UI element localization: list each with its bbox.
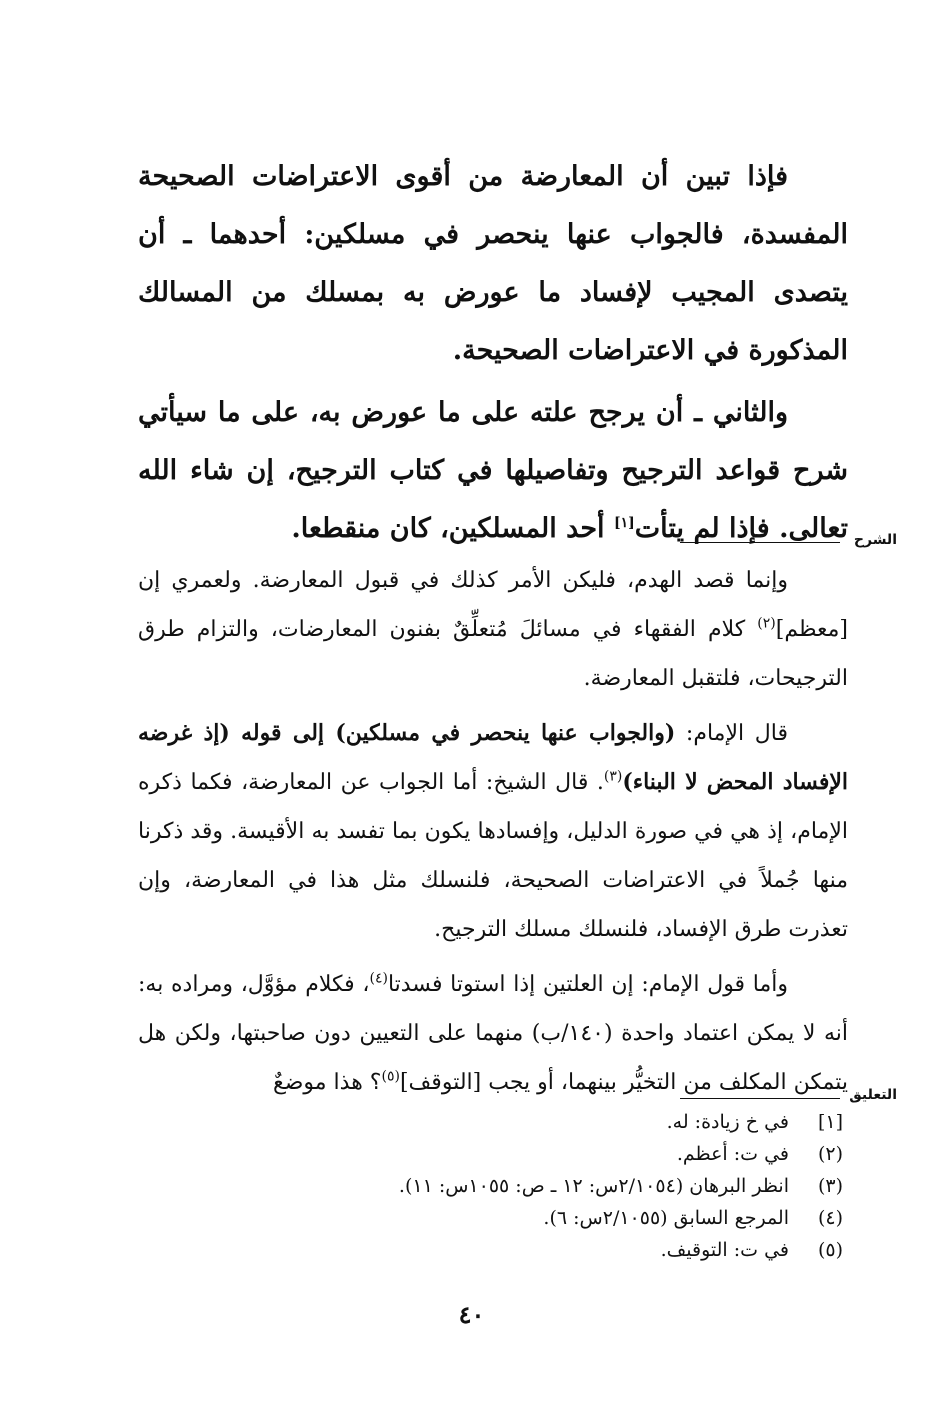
footnote-text: في ت: التوقيف.	[660, 1239, 789, 1261]
commentary-quote-bold: (والجواب عنها ينحصر في مسلكين) إلى قوله (إذ غرضه الإفساد المحض لا البناء)	[138, 720, 848, 795]
commentary-paragraph-1-text-a: وإنما قصد الهدم، فليكن الأمر كذلك في قبول المعارضة. ولعمري إن [معظم]	[138, 568, 848, 642]
main-paragraph-1	[138, 148, 848, 380]
footnote-text: المرجع السابق (٢/١٠٥٥س: ٦).	[543, 1207, 789, 1229]
main-paragraph-1-text: فإذا تبين أن المعارضة من أقوى الاعتراضات الصحيحة المفسدة، فالجواب عنها ينحصر في مسلكين: أحدهما ـ أن يتصدى المجيب لإفساد ما عورض به بمسلك من المسالك المذكورة في الاعتراضات الصحيحة.	[138, 161, 848, 366]
footnote-item	[243, 1170, 843, 1202]
footnote-ref-4: (٤)	[369, 970, 388, 987]
footnote-number: (٥)	[817, 1239, 843, 1261]
commentary-paragraph-3-text-a: وأما قول الإمام: إن العلتين إذا استوتا فسدتا	[387, 972, 788, 997]
footnote-item	[243, 1202, 843, 1234]
footnote-text: في ت: أعظم.	[676, 1143, 789, 1165]
main-text	[138, 148, 848, 558]
footnote-item	[243, 1106, 843, 1138]
commentary-paragraph-3	[138, 960, 848, 1107]
taliq-label: التعليق	[849, 1087, 897, 1103]
footnote-text: في خ زيادة: له.	[666, 1111, 789, 1133]
footnote-number: (٤)	[817, 1207, 843, 1229]
footnote-number: (٣)	[817, 1175, 843, 1197]
commentary-paragraph-1-text-b: كلام الفقهاء في مسائلَ مُتعلِّقٌ بفنون المعارضات، والتزام طرق الترجيحات، فلتقبل المعارضة.	[138, 617, 848, 691]
footnote-number: (٢)	[817, 1143, 843, 1165]
footnote-ref-2: (٢)	[757, 615, 776, 632]
footnote-number: [١]	[817, 1111, 843, 1133]
main-paragraph-2-text-a: والثاني ـ أن يرجح علته على ما عورض به، على ما سيأتي شرح قواعد الترجيح وتفاصيلها في كتاب الترجيح، إن شاء الله تعالى. فإذا لم يتأت	[138, 397, 848, 544]
commentary-paragraph-2	[138, 709, 848, 954]
commentary-text	[138, 556, 848, 1107]
commentary-paragraph-2-text-a: قال الإمام:	[675, 721, 788, 746]
footnotes-list	[243, 1106, 843, 1266]
footnote-item	[243, 1138, 843, 1170]
commentary-paragraph-3-text-c: ؟ هذا موضعٌ	[273, 1070, 382, 1095]
main-paragraph-2	[138, 384, 848, 558]
footnote-text: انظر البرهان (٢/١٠٥٤س: ١٢ ـ ص: ١٠٥٥س: ١١).	[398, 1175, 789, 1197]
taliq-divider	[680, 1098, 840, 1099]
footnote-ref-1: [١]	[613, 515, 635, 531]
sharh-divider	[680, 542, 840, 543]
sharh-label: الشرح	[853, 532, 897, 548]
footnote-ref-3: (٣)	[603, 768, 623, 785]
footnote-item	[243, 1234, 843, 1266]
commentary-paragraph-3-text-b: ، فكلام مؤوَّل، ومراده به: أنه لا يمكن اعتماد واحدة (١٤٠/ب) منهما على التعيين دون صاحبتها، ولكن هل يتمكن المكلف من التخيُّر بينهما، أو يجب [التوقف]	[138, 972, 848, 1095]
commentary-paragraph-2-text-b: . قال الشيخ: أما الجواب عن المعارضة، فكما ذكره الإمام، إذ هي في صورة الدليل، وإفسادها يكون بما تفسد به الأقيسة. وقد ذكرنا منها جُملاً في الاعتراضات الصحيحة، فلنسلك مثل هذا في المعارضة، وإن تعذرت طرق الإفساد، فلنسلك مسلك الترجيح.	[138, 770, 848, 942]
main-paragraph-2-text-b: أحد المسلكين، كان منقطعا.	[291, 513, 614, 544]
page-number: ٤٠	[458, 1300, 485, 1329]
footnote-ref-5: (٥)	[381, 1068, 400, 1085]
commentary-paragraph-1	[138, 556, 848, 703]
